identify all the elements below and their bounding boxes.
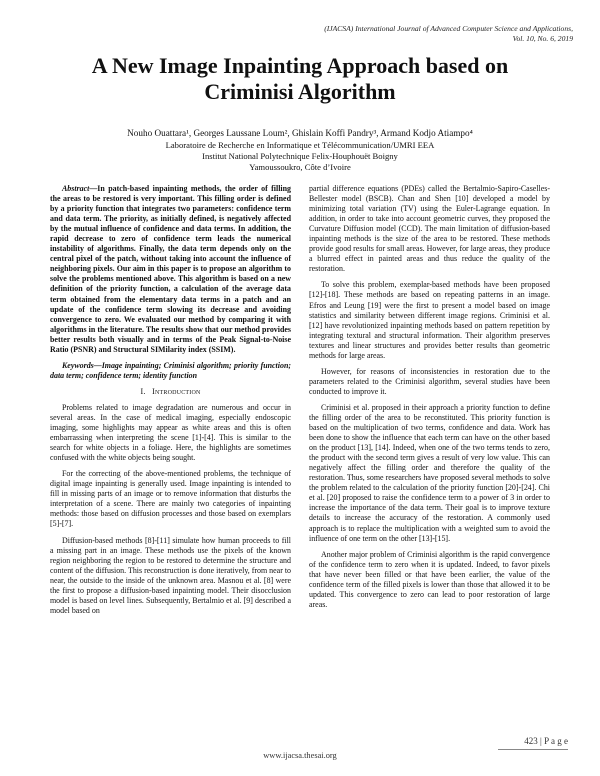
page-number: 423 | P a g e: [524, 736, 568, 746]
authors: Nouho Ouattara¹, Georges Laussane Loum², Ghislain Koffi Pandry³, Armand Kodjo Atiampo⁴: [127, 128, 473, 138]
keywords-text: —Image inpainting; Criminisi algorithm; priority function; data term; confidence term; identity function: [50, 360, 291, 380]
journal-name: (IJACSA) International Journal of Advanced Computer Science and Applications,: [324, 24, 573, 33]
abstract-lead: Abstract: [62, 184, 90, 193]
affiliation-lab: Laboratoire de Recherche en Informatique et Télécommunication/UMRI EEA: [165, 140, 435, 150]
paragraph: Problems related to image degradation are numerous and occur in several areas. In the case of medical imaging, especially endoscopic imaging, some highlights may appear as white areas and this is often embarrassing when interpreting the scene [1]-[4]. This is similar to the search for white objects in a foliage. Here, the highlights are sometimes confused with the white objects being sought.: [50, 402, 291, 463]
abstract: [50, 184, 291, 355]
journal-header: [193, 24, 573, 44]
paper-title: A New Image Inpainting Approach based on Criminisi Algorithm: [91, 53, 509, 104]
section-number: I.: [140, 386, 146, 396]
abstract-text: —In patch-based inpainting methods, the order of filling the areas to be restored is very important. This filling order is defined by a priority function that integrates two parameters: confidence term and data term. The priority, as initially defined, is negatively affected by the mutual influence of confidence and data terms. In addition, the rapid decrease to zero of confidence term leads the numerical instability of algorithms. Finally, the data term depends only on the central pixel of the patch, without taking into account the influence of neighboring pixels. Our aim in this paper is to propose an algorithm to solve the problems mentioned above. This algorithm is based on a new definition of the priority function, a calculation of the average data term obtained from the elementary data terms in a patch and an update of the confidence term slowing its decrease and avoiding convergence to zero. We evaluated our method by comparing it with algorithms in the literature. The results show that our method provides better results both visually and in terms of the Peak Signal-to-Noise Ratio (PSNR) and Structural SIMilarity index (SSIM).: [50, 184, 291, 354]
paragraph: However, for reasons of inconsistencies in restoration due to the parameters related to the Criminisi algorithm, several studies have been conducted to improve it.: [309, 366, 550, 396]
affiliation-city: Yamoussoukro, Côte d’Ivoire: [249, 162, 351, 172]
section-title: Introduction: [152, 386, 201, 396]
paragraph: To solve this problem, exemplar-based methods have been proposed [12]-[18]. These methods are based on repeating patterns in an image. Efros and Leung [19] were the first to present a model based on image statistics and similarity between different image regions. Criminisi et al. [12] have revolutionized inpainting methods based on pattern repetition by integrating textural and structural information. Their algorithm preserves textures and linear structures and provides better results than geometric methods for large areas.: [309, 280, 550, 360]
paragraph: For the correcting of the above-mentioned problems, the technique of digital image inpainting is generally used. Image inpainting is intended to fill in missing parts of an image or to remove information that disturbs the interpretation of a scene. There are mainly two categories of inpainting methods: those based on diffusion processes and those based on exemplars [5]-[7].: [50, 469, 291, 529]
left-column: [50, 184, 291, 622]
paragraph: Criminisi et al. proposed in their approach a priority function to define the filling order of the area to be reconstituted. This priority function is based on the multiplication of two terms, confidence and data. Work has been done to show the influence that each term can have on the other based on the product [13], [14]. Indeed, when one of the two terms tends to zero, the product with the second term gives a result of very low value. This can negatively affect the filling order and therefore the quality of the restoration. Thus, some researchers have proposed several methods to solve the problem related to the calculation of the priority function [20]-[24]. Chi et al. [20] proposed to raise the confidence term to a power of 3 in order to increase the importance of the data term. Their goal is to improve texture details to increase the accuracy of the restoration. A commonly used approach is to replace the multiplication with a weighted sum to avoid the influence of one term on the other [13]-[15].: [309, 402, 550, 543]
section-heading-introduction: [50, 387, 291, 397]
footer-url: www.ijacsa.thesai.org: [263, 751, 337, 760]
paragraph: Another major problem of Criminisi algorithm is the rapid convergence of the confidence term to zero when it is updated. Indeed, to favor pixels that have never been filled or that have been earlier, the value of the confidence term of the filled pixels is lower than those that allowed it to be updated. This convergence to zero can lead to poor restoration of large areas.: [309, 549, 550, 609]
journal-volume: Vol. 10, No. 6, 2019: [512, 34, 573, 43]
paragraph: Diffusion-based methods [8]-[11] simulate how human proceeds to fill a missing part in an image. These methods use the pixels of the known region neighboring the region to be restored to determine the structure and content of the diffusion. This reconstruction is done iteratively, from near to near, the outside to the inside of the unknown area. Masnou et al. [8] were the first to propose a diffusion-based inpainting model. Their disocclusion model is based on level lines. Subsequently, Bertalmio et al. [9] described a model based on: [50, 535, 292, 615]
paragraph: partial difference equations (PDEs) called the Bertalmio-Sapiro-Caselles-Bellester model (BSCB). Chan and Shen [10] developed a model by minimizing total variation (TV) using the Euler-Lagrange equation. In addition, in order to take into account geometric curves, they proposed the Curvature Diffusion model (CCD). The main limitation of diffusion-based inpainting methods is the size of the area to be restored. These methods provide good results for small areas. However, for large areas, they produce a blurred effect in painted areas and thus reduce the quality of the restoration.: [309, 184, 550, 274]
right-column: [309, 184, 550, 616]
page-rule: [498, 749, 568, 750]
keywords: [50, 361, 291, 381]
keywords-lead: Keywords: [62, 360, 94, 370]
affiliation-institute: Institut National Polytechnique Felix-Houphouët Boigny: [202, 151, 398, 161]
